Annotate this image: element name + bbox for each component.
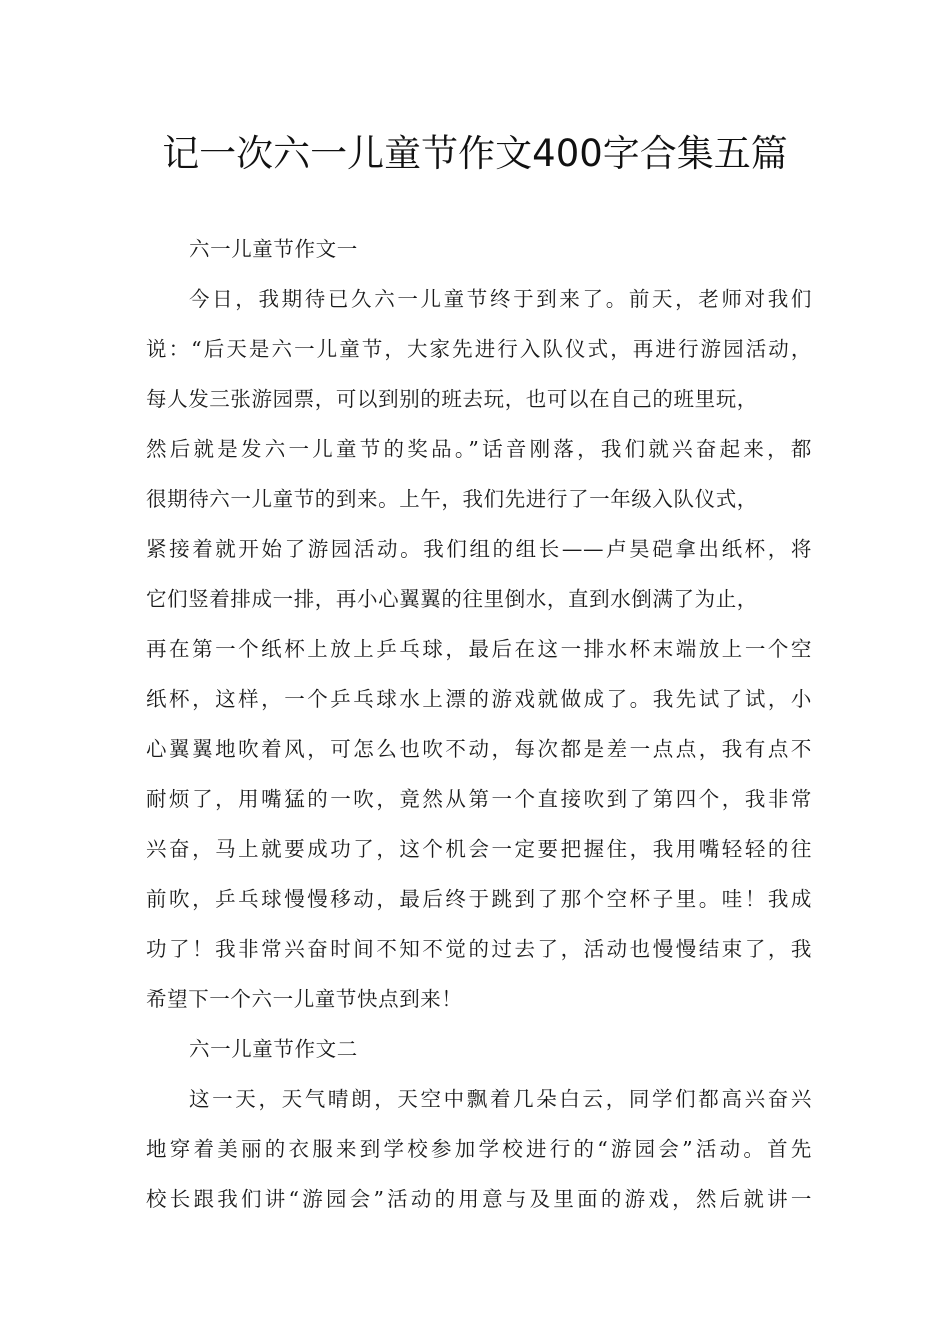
paragraph-line: 它们竖着排成一排，再小心翼翼的往里倒水，直到水倒满了为止，: [146, 587, 758, 611]
paragraph-line: 兴奋，马上就要成功了，这个机会一定要把握住，我用嘴轻轻的往: [146, 837, 812, 861]
paragraph-line: 紧接着就开始了游园活动。我们组的组长——卢昊硙拿出纸杯，将: [146, 537, 812, 561]
document-title: 记一次六一儿童节作文400字合集五篇: [162, 132, 788, 175]
section-heading: 六一儿童节作文二: [189, 1037, 358, 1061]
paragraph-line: 这一天，天气晴朗，天空中飘着几朵白云，同学们都高兴奋兴: [189, 1087, 812, 1111]
paragraph-line: 然后就是发六一儿童节的奖品。”话音刚落，我们就兴奋起来，都: [146, 437, 812, 461]
paragraph-line: 再在第一个纸杯上放上乒乓球，最后在这一排水杯末端放上一个空: [146, 637, 812, 661]
paragraph-line: 地穿着美丽的衣服来到学校参加学校进行的“游园会”活动。首先: [146, 1137, 812, 1161]
paragraph-line: 前吹，乒乓球慢慢移动，最后终于跳到了那个空杯子里。哇！我成: [146, 887, 812, 911]
paragraph-line: 校长跟我们讲“游园会”活动的用意与及里面的游戏，然后就讲一: [146, 1187, 812, 1211]
section-heading: 六一儿童节作文一: [189, 237, 358, 261]
document-body: [146, 224, 812, 1224]
paragraph-line: 每人发三张游园票，可以到别的班去玩，也可以在自己的班里玩，: [146, 387, 758, 411]
paragraph-line: 纸杯，这样，一个乒乓球水上漂的游戏就做成了。我先试了试，小: [146, 687, 812, 711]
paragraph-line: 功了！我非常兴奋时间不知不觉的过去了，活动也慢慢结束了，我: [146, 937, 812, 961]
paragraph-line: 今日，我期待已久六一儿童节终于到来了。前天，老师对我们: [189, 287, 812, 311]
paragraph-line: 希望下一个六一儿童节快点到来！: [146, 987, 463, 1011]
paragraph-line: 耐烦了，用嘴猛的一吹，竟然从第一个直接吹到了第四个，我非常: [146, 787, 812, 811]
paragraph-line: 说：“后天是六一儿童节，大家先进行入队仪式，再进行游园活动，: [146, 337, 812, 361]
paragraph-line: 很期待六一儿童节的到来。上午，我们先进行了一年级入队仪式，: [146, 487, 758, 511]
paragraph-line: 心翼翼地吹着风，可怎么也吹不动，每次都是差一点点，我有点不: [146, 737, 812, 761]
